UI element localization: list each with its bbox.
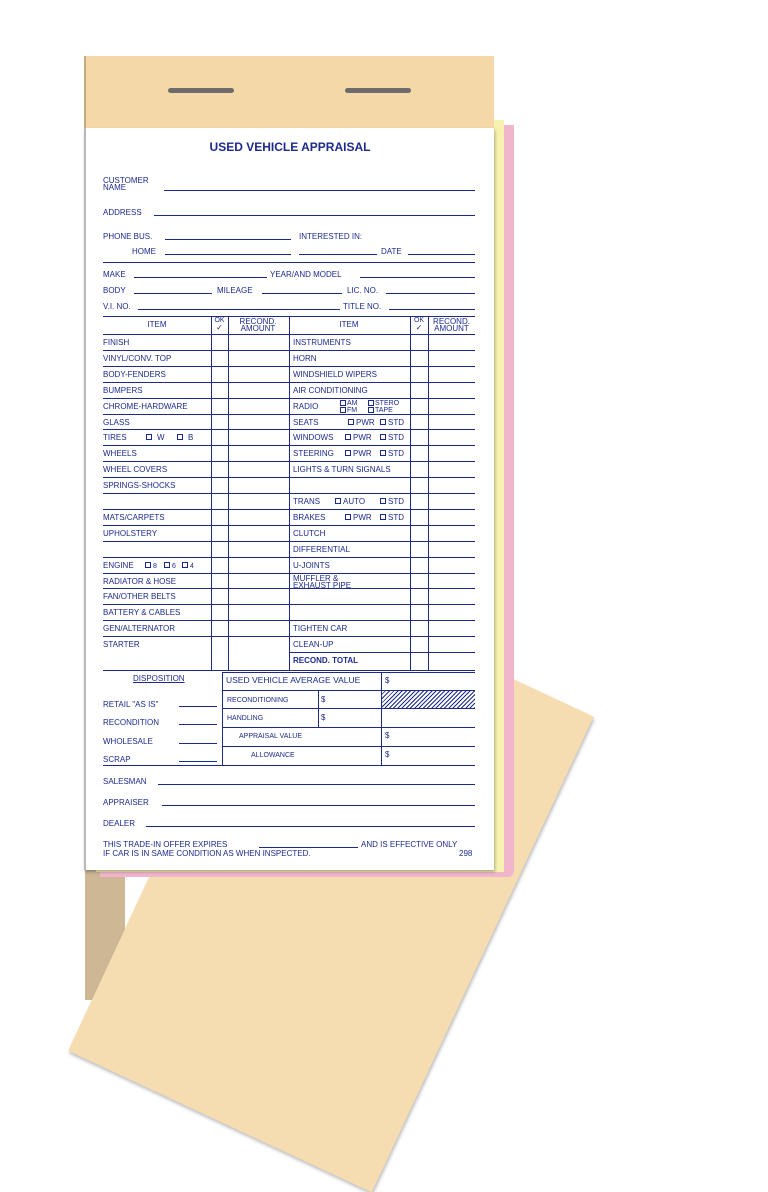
item-label-right: RADIO	[293, 402, 319, 411]
recond-header-right: RECOND.	[433, 317, 470, 326]
brakes-pwr-checkbox[interactable]	[345, 514, 351, 520]
binding-slot	[345, 88, 411, 93]
hatched-area	[382, 691, 475, 708]
engine-4-label: 4	[190, 563, 194, 570]
reconditioning-label: RECONDITIONING	[227, 697, 289, 704]
engine-8-label: 8	[153, 563, 157, 570]
seats-pwr-label: PWR	[356, 418, 375, 427]
allowance-dollar: $	[385, 750, 390, 759]
seats-std-checkbox[interactable]	[380, 419, 386, 425]
salesman-label: SALESMAN	[103, 777, 147, 786]
engine-6-label: 6	[172, 563, 176, 570]
item-label-right: AIR CONDITIONING	[293, 386, 368, 395]
footer-condition-text: IF CAR IS IN SAME CONDITION AS WHEN INSPECTED.	[103, 849, 311, 858]
item-label-left: UPHOLSTERY	[103, 529, 158, 538]
values-top-rule	[222, 672, 475, 673]
phone-bus-label: PHONE BUS.	[103, 232, 153, 241]
radio-am-label: AM	[347, 400, 358, 407]
item-label-left: FINISH	[103, 338, 130, 347]
appraisal-value-label: APPRAISAL VALUE	[239, 733, 303, 740]
tires-b-checkbox[interactable]	[177, 434, 183, 440]
values-left-border	[222, 672, 223, 765]
steering-std-checkbox[interactable]	[380, 450, 386, 456]
brakes-pwr-label: PWR	[353, 513, 372, 522]
steering-pwr-checkbox[interactable]	[345, 450, 351, 456]
item-label-left: FAN/OTHER BELTS	[103, 592, 176, 601]
form-number: 298	[459, 849, 473, 858]
item-label-left: GLASS	[103, 418, 130, 427]
values-divider	[381, 672, 382, 765]
item-label-right: TIGHTEN CAR	[293, 624, 348, 633]
check-header-left: ✓	[216, 323, 223, 332]
address-label: ADDRESS	[103, 208, 142, 217]
make-label: MAKE	[103, 270, 126, 279]
values-rule	[222, 746, 475, 747]
tires-b-label: B	[188, 433, 194, 442]
allowance-label: ALLOWANCE	[251, 752, 295, 759]
item-header-right: ITEM	[339, 320, 359, 329]
item-label-right: SEATS	[293, 418, 319, 427]
brakes-std-label: STD	[388, 513, 404, 522]
dealer-field[interactable]	[146, 826, 475, 827]
scrap-field[interactable]	[179, 761, 217, 762]
year-model-label: YEAR/AND MODEL	[270, 270, 342, 279]
item-label-right: LIGHTS & TURN SIGNALS	[293, 465, 391, 474]
item-label-left: TIRES	[103, 433, 127, 442]
form-title: USED VEHICLE APPRAISAL	[209, 140, 371, 154]
item-label-right: CLUTCH	[293, 529, 326, 538]
item-label-right: WINDOWS	[293, 433, 334, 442]
trans-auto-checkbox[interactable]	[335, 498, 341, 504]
vi-no-label: V.I. NO.	[103, 302, 131, 311]
windows-pwr-checkbox[interactable]	[345, 434, 351, 440]
radio-stereo-label: STERO	[375, 400, 400, 407]
trans-std-checkbox[interactable]	[380, 498, 386, 504]
item-label-right: MUFFLER &	[293, 574, 339, 583]
customer-name-label-1: CUSTOMER	[103, 176, 149, 185]
interested-in-label: INTERESTED IN:	[299, 232, 363, 241]
handling-dollar: $	[321, 713, 326, 722]
item-label-left: ENGINE	[103, 561, 134, 570]
body-label: BODY	[103, 286, 126, 295]
values-bottom-rule	[103, 765, 475, 766]
radio-stereo-checkbox[interactable]	[368, 400, 374, 406]
item-label-right: EXHAUST PIPE	[293, 581, 352, 590]
item-label-right: STEERING	[293, 449, 334, 458]
radio-fm-checkbox[interactable]	[340, 407, 346, 413]
recondition-field[interactable]	[179, 724, 217, 725]
dealer-label: DEALER	[103, 819, 136, 828]
item-label-left: GEN/ALTERNATOR	[103, 624, 176, 633]
radio-tape-checkbox[interactable]	[368, 407, 374, 413]
item-label-right: CLEAN-UP	[293, 640, 334, 649]
expiry-date-field[interactable]	[259, 847, 358, 848]
item-header-left: ITEM	[147, 320, 167, 329]
item-label-left: BUMPERS	[103, 386, 143, 395]
radio-tape-label: TAPE	[375, 407, 393, 414]
footer-effective-text: AND IS EFFECTIVE ONLY	[361, 840, 458, 849]
check-header-right: ✓	[415, 323, 423, 332]
item-label-left: BATTERY & CABLES	[103, 608, 181, 617]
trans-auto-label: AUTO	[343, 497, 366, 506]
customer-name-label-2: NAME	[103, 183, 127, 192]
trans-std-label: STD	[388, 497, 404, 506]
item-label-left: STARTER	[103, 640, 140, 649]
engine-8-checkbox[interactable]	[145, 562, 151, 568]
lic-no-label: LIC. NO.	[347, 286, 379, 295]
item-label-left: CHROME-HARDWARE	[103, 402, 188, 411]
steering-pwr-label: PWR	[353, 449, 372, 458]
steering-std-label: STD	[388, 449, 404, 458]
retail-as-is-label: RETAIL "AS IS"	[103, 700, 159, 709]
recondition-label: RECONDITION	[103, 718, 159, 727]
retail-field[interactable]	[179, 706, 217, 707]
mileage-label: MILEAGE	[217, 286, 253, 295]
values-rule	[222, 727, 475, 728]
wholesale-field[interactable]	[179, 743, 217, 744]
footer-expires-text: THIS TRADE-IN OFFER EXPIRES	[103, 840, 228, 849]
item-label-right: WINDSHIELD WIPERS	[293, 370, 378, 379]
seats-pwr-checkbox[interactable]	[348, 419, 354, 425]
windows-std-checkbox[interactable]	[380, 434, 386, 440]
ok-header-left: OK	[214, 317, 225, 324]
wholesale-label: WHOLESALE	[103, 737, 153, 746]
disposition-label: DISPOSITION	[133, 674, 185, 683]
recond-header-left: RECOND.	[239, 317, 277, 326]
appraiser-label: APPRAISER	[103, 798, 149, 807]
avg-value-label: USED VEHICLE AVERAGE VALUE	[226, 675, 361, 685]
ok-header-right: OK	[413, 317, 425, 324]
brakes-std-checkbox[interactable]	[380, 514, 386, 520]
item-label-right: DIFFERENTIAL	[293, 545, 350, 554]
tires-w-checkbox[interactable]	[146, 434, 152, 440]
engine-4-checkbox[interactable]	[182, 562, 188, 568]
item-label-left: WHEELS	[103, 449, 137, 458]
engine-6-checkbox[interactable]	[164, 562, 170, 568]
binding-slot	[168, 88, 234, 93]
title-no-label: TITLE NO.	[343, 302, 382, 311]
pad-binding-strip	[84, 56, 494, 130]
reconditioning-dollar: $	[321, 695, 326, 704]
windows-pwr-label: PWR	[353, 433, 372, 442]
radio-fm-label: FM	[347, 407, 358, 414]
seats-std-label: STD	[388, 418, 404, 427]
handling-label: HANDLING	[227, 715, 264, 722]
appraisal-form	[84, 128, 494, 870]
item-label-left: BODY-FENDERS	[103, 370, 166, 379]
item-label-right: INSTRUMENTS	[293, 338, 351, 347]
avg-value-dollar: $	[385, 676, 390, 685]
item-label-left: VINYL/CONV. TOP	[103, 354, 172, 363]
date-label: DATE	[381, 247, 402, 256]
item-label-right: BRAKES	[293, 513, 326, 522]
scrap-label: SCRAP	[103, 755, 131, 764]
home-label: HOME	[132, 247, 156, 256]
salesman-field[interactable]	[158, 784, 475, 785]
item-label-right: TRANS	[293, 497, 321, 506]
radio-am-checkbox[interactable]	[340, 400, 346, 406]
appraiser-field[interactable]	[162, 805, 475, 806]
windows-std-label: STD	[388, 433, 404, 442]
appraisal-value-dollar: $	[385, 731, 390, 740]
amount-header-left: AMOUNT	[240, 324, 276, 333]
item-label-right: U-JOINTS	[293, 561, 330, 570]
item-label-left: WHEEL COVERS	[103, 465, 168, 474]
amount-header-right: AMOUNT	[434, 324, 469, 333]
item-label-right: HORN	[293, 354, 317, 363]
recond-total-label: RECOND. TOTAL	[293, 656, 359, 665]
values-rule	[222, 708, 475, 709]
tires-w-label: W	[157, 433, 165, 442]
item-label-left: MATS/CARPETS	[103, 513, 165, 522]
item-label-left: SPRINGS-SHOCKS	[103, 481, 176, 490]
item-label-left: RADIATOR & HOSE	[103, 577, 177, 586]
